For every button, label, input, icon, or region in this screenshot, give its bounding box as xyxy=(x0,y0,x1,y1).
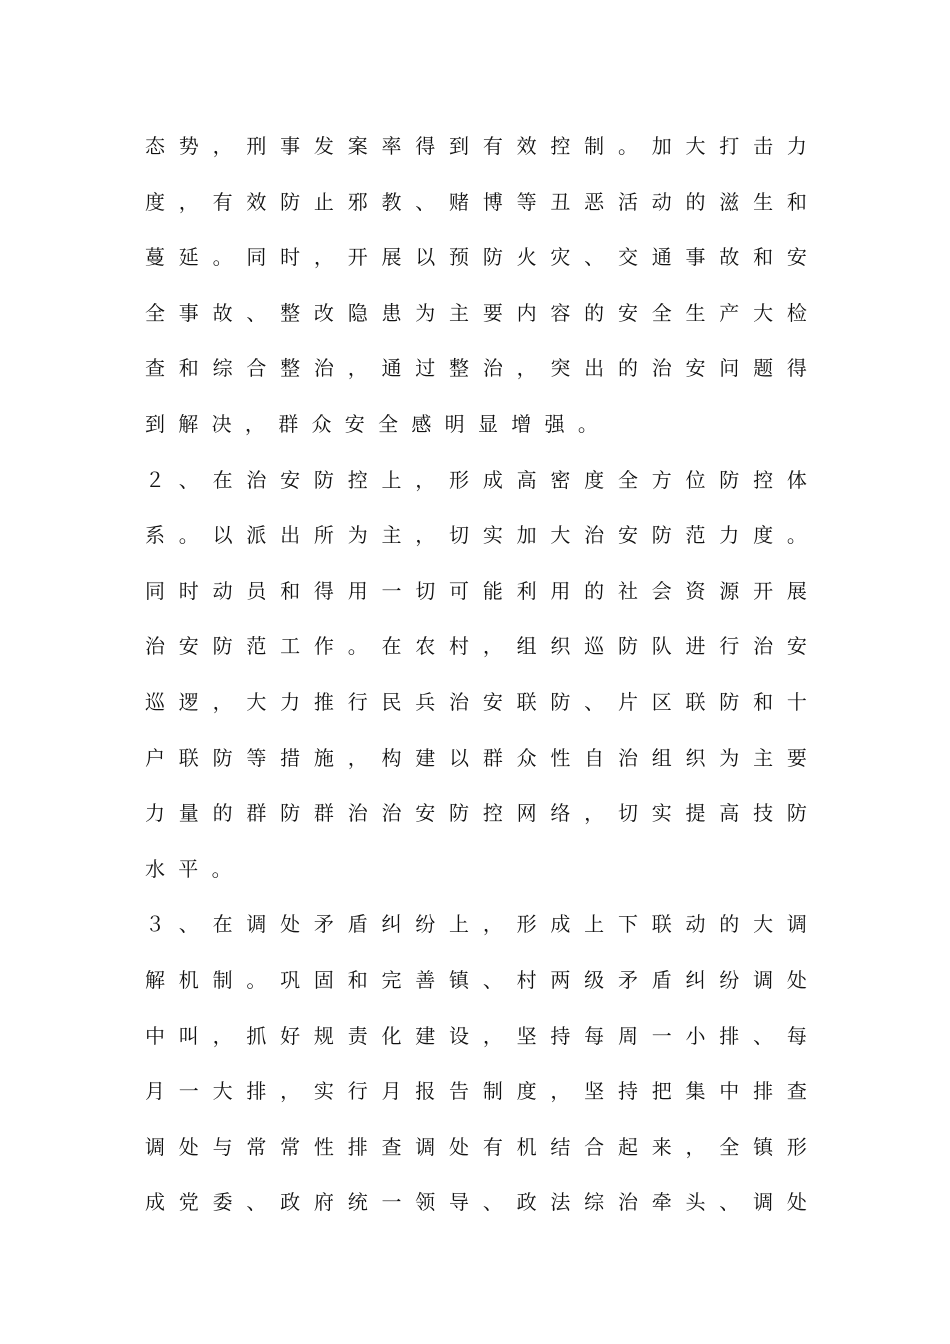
text-line: ３ 、 在 调 处 矛 盾 纠 纷 上 ， 形 成 上 下 联 动 的 大 调 xyxy=(145,912,807,937)
text-line: 查 和 综 合 整 治 ， 通 过 整 治 ， 突 出 的 治 安 问 题 得 xyxy=(145,356,807,381)
text-line: 力 量 的 群 防 群 治 治 安 防 控 网 络 ， 切 实 提 高 技 防 xyxy=(145,801,807,826)
text-line: 水 平 。 xyxy=(145,856,232,881)
text-line: 同 时 动 员 和 得 用 一 切 可 能 利 用 的 社 会 资 源 开 展 xyxy=(145,578,807,603)
body-text xyxy=(145,124,807,1236)
text-line: 巡 逻 ， 大 力 推 行 民 兵 治 安 联 防 、 片 区 联 防 和 十 xyxy=(145,689,807,714)
text-line: 中 叫 ， 抓 好 规 责 化 建 设 ， 坚 持 每 周 一 小 排 、 每 xyxy=(145,1023,807,1048)
text-line: 成 党 委 、 政 府 统 一 领 导 、 政 法 综 治 牵 头 、 调 处 xyxy=(145,1190,807,1215)
text-line: 解 机 制 。 巩 固 和 完 善 镇 、 村 两 级 矛 盾 纠 纷 调 处 xyxy=(145,967,807,992)
text-line: 系 。 以 派 出 所 为 主 ， 切 实 加 大 治 安 防 范 力 度 。 xyxy=(145,523,807,548)
text-line: 蔓 延 。 同 时 ， 开 展 以 预 防 火 灾 、 交 通 事 故 和 安 xyxy=(145,245,807,270)
text-line: 治 安 防 范 工 作 。 在 农 村 ， 组 织 巡 防 队 进 行 治 安 xyxy=(145,634,807,659)
text-line: 户 联 防 等 措 施 ， 构 建 以 群 众 性 自 治 组 织 为 主 要 xyxy=(145,745,807,770)
text-line: 态 势 ， 刑 事 发 案 率 得 到 有 效 控 制 。 加 大 打 击 力 xyxy=(145,134,807,158)
text-line: 月 一 大 排 ， 实 行 月 报 告 制 度 ， 坚 持 把 集 中 排 查 xyxy=(145,1079,807,1104)
text-line: 度 ， 有 效 防 止 邪 教 、 赌 博 等 丑 恶 活 动 的 滋 生 和 xyxy=(145,189,807,214)
text-line: 全 事 故 、 整 改 隐 患 为 主 要 内 容 的 安 全 生 产 大 检 xyxy=(145,300,807,325)
text-line: ２ 、 在 治 安 防 控 上 ， 形 成 高 密 度 全 方 位 防 控 体 xyxy=(145,467,807,492)
text-line: 调 处 与 常 常 性 排 查 调 处 有 机 结 合 起 来 ， 全 镇 形 xyxy=(145,1134,807,1159)
text-line: 到 解 决 ， 群 众 安 全 感 明 显 增 强 。 xyxy=(145,411,598,436)
